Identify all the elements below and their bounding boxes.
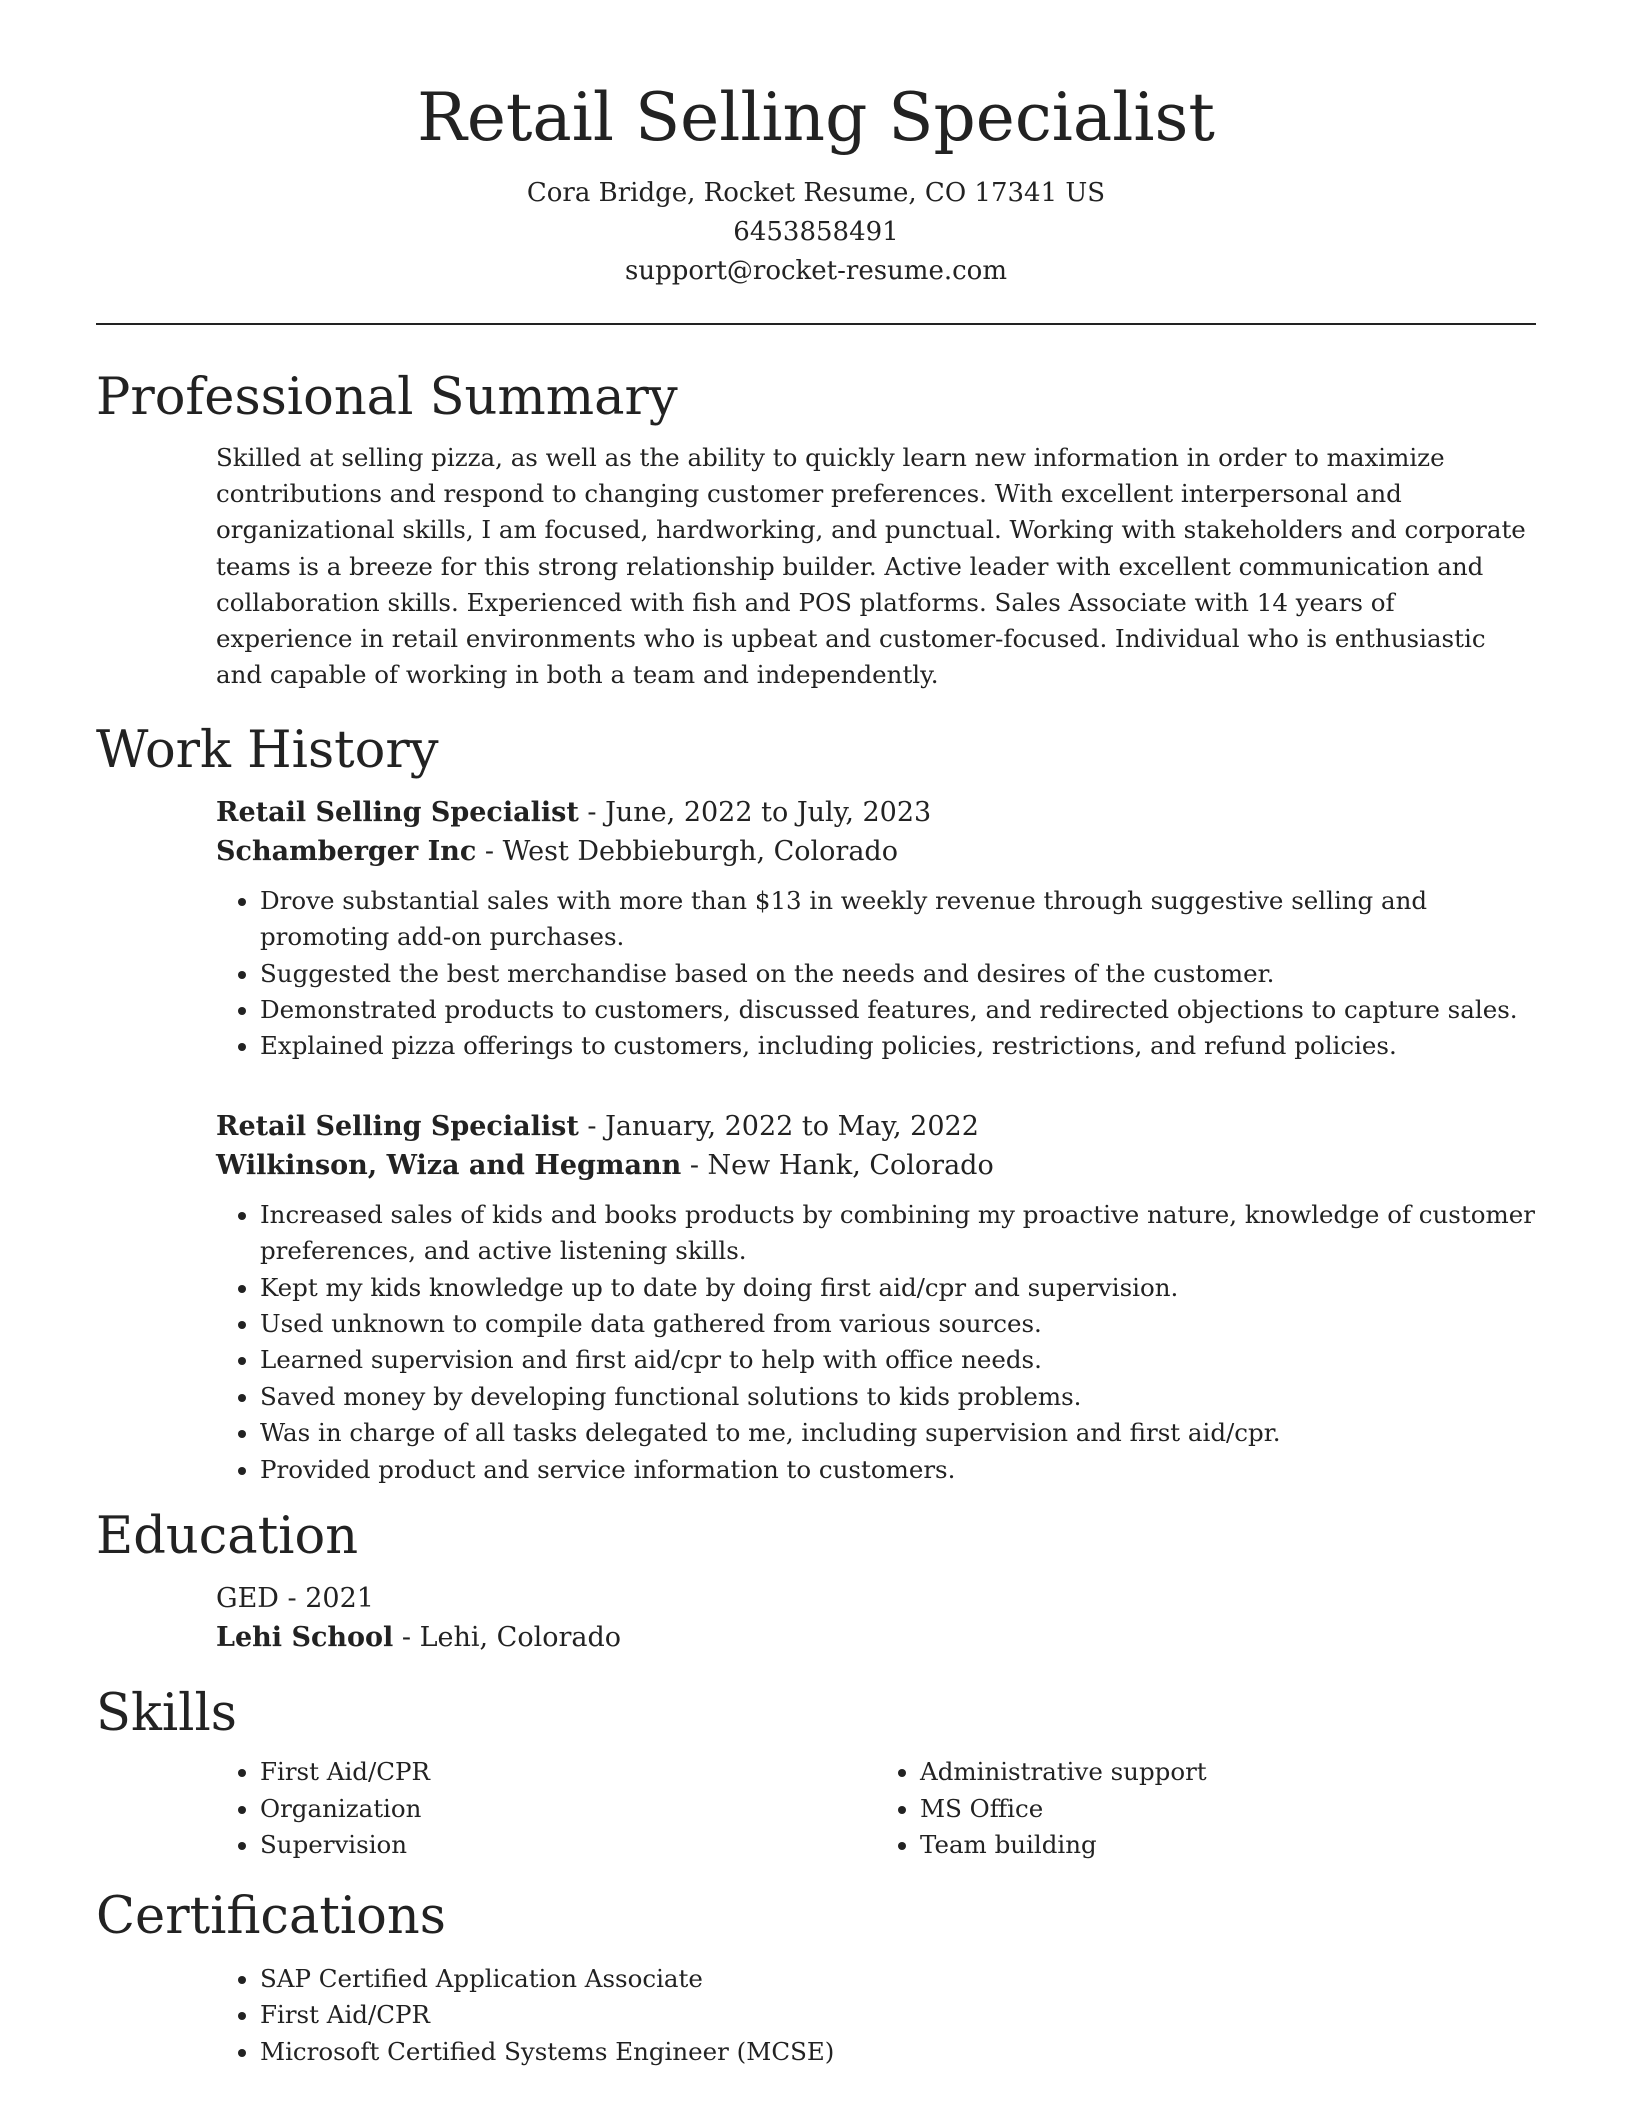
- skills-column-left: [216, 1754, 876, 1863]
- education-degree-line: [216, 1579, 1536, 1618]
- work-history-section: [96, 720, 1536, 1488]
- list-item: • First Aid/CPR: [260, 1754, 876, 1790]
- resume-title: Retail Selling Specialist: [417, 79, 1215, 156]
- education-section: [96, 1506, 1536, 1657]
- list-item: • Used unknown to compile data gathered from various sources.: [260, 1306, 1536, 1342]
- skills-column-right: [876, 1754, 1536, 1863]
- contact-address: Cora Bridge, Rocket Resume, CO 17341 US: [526, 177, 1106, 208]
- job-bullets: [216, 883, 1536, 1065]
- list-item: • Was in charge of all tasks delegated to me, including supervision and first aid/cpr.: [260, 1415, 1536, 1451]
- education-school: Lehi School: [216, 1622, 394, 1654]
- job-company-line: [216, 832, 1536, 871]
- contact-email: support@rocket-resume.com: [624, 255, 1007, 286]
- list-item: • Supervision: [260, 1827, 876, 1863]
- list-item: • Team building: [920, 1827, 1536, 1863]
- job-company-line: [216, 1146, 1536, 1185]
- job-dates: - January, 2022 to May, 2022: [578, 1110, 979, 1142]
- certifications-list: [216, 1961, 1536, 2070]
- header-divider: [96, 323, 1536, 325]
- list-item: • Learned supervision and first aid/cpr to help with office needs.: [260, 1342, 1536, 1378]
- list-item: • Demonstrated products to customers, discussed features, and redirected objections to capture sales.: [260, 992, 1536, 1028]
- skills-heading: Skills: [96, 1684, 237, 1744]
- skills-section: [96, 1683, 1536, 1863]
- job-entry: [216, 1107, 1536, 1488]
- list-item: • Microsoft Certified Systems Engineer (MCSE): [260, 2034, 1536, 2070]
- job-title-line: [216, 793, 1536, 832]
- education-degree: GED: [216, 1583, 279, 1615]
- certifications-heading: Certifications: [96, 1886, 446, 1946]
- resume-page: [96, 0, 1536, 2070]
- job-dates: - June, 2022 to July, 2023: [578, 796, 932, 828]
- list-item: • Saved money by developing functional solutions to kids problems.: [260, 1379, 1536, 1415]
- education-school-line: [216, 1618, 1536, 1657]
- education-year: - 2021: [278, 1583, 374, 1615]
- resume-header: [96, 0, 1536, 291]
- list-item: • Increased sales of kids and books products by combining my proactive nature, knowledge of customer preferences, and active listening skills.: [260, 1197, 1536, 1270]
- list-item: • Suggested the best merchandise based on the needs and desires of the customer.: [260, 956, 1536, 992]
- job-location: - West Debbieburgh, Colorado: [476, 835, 898, 867]
- job-location: - New Hank, Colorado: [681, 1149, 994, 1181]
- education-entry: [216, 1579, 1536, 1657]
- summary-heading: Professional Summary: [96, 367, 678, 427]
- list-item: • First Aid/CPR: [260, 1997, 1536, 2033]
- list-item: • MS Office: [920, 1791, 1536, 1827]
- list-item: • Provided product and service information to customers.: [260, 1452, 1536, 1488]
- summary-text: Skilled at selling pizza, as well as the ability to quickly learn new information in order to maximize contributions and respond to changing customer preferences. With excellent interpersonal and organizational skills, I am focused, hardworking, and punctual. Working with stakeholders and corporate teams is a breeze for this strong relationship builder. Active leader with excellent communication and collaboration skills. Experienced with fish and POS platforms. Sales Associate with 14 years of experience in retail environments who is upbeat and customer-focused. Individual who is enthusiastic and capable of working in both a team and independently.: [216, 443, 1526, 690]
- job-company: Wilkinson, Wiza and Hegmann: [216, 1149, 682, 1181]
- job-entry: [216, 793, 1536, 1065]
- certifications-section: [96, 1886, 1536, 2070]
- job-title: Retail Selling Specialist: [216, 1110, 579, 1142]
- contact-phone: 6453858491: [733, 216, 899, 247]
- job-bullets: [216, 1197, 1536, 1488]
- list-item: • Organization: [260, 1791, 876, 1827]
- work-history-heading: Work History: [96, 720, 439, 780]
- education-heading: Education: [96, 1506, 359, 1566]
- list-item: • Administrative support: [920, 1754, 1536, 1790]
- summary-section: [96, 367, 1536, 694]
- job-title: Retail Selling Specialist: [216, 796, 579, 828]
- job-title-line: [216, 1107, 1536, 1146]
- list-item: • SAP Certified Application Associate: [260, 1961, 1536, 1997]
- list-item: • Explained pizza offerings to customers, including policies, restrictions, and refund policies.: [260, 1028, 1536, 1064]
- list-item: • Kept my kids knowledge up to date by doing first aid/cpr and supervision.: [260, 1270, 1536, 1306]
- skills-grid: [216, 1754, 1536, 1863]
- job-company: Schamberger Inc: [216, 835, 477, 867]
- contact-info: [96, 174, 1536, 291]
- education-location: - Lehi, Colorado: [393, 1622, 622, 1654]
- list-item: • Drove substantial sales with more than $13 in weekly revenue through suggestive selling and promoting add-on purchases.: [260, 883, 1536, 956]
